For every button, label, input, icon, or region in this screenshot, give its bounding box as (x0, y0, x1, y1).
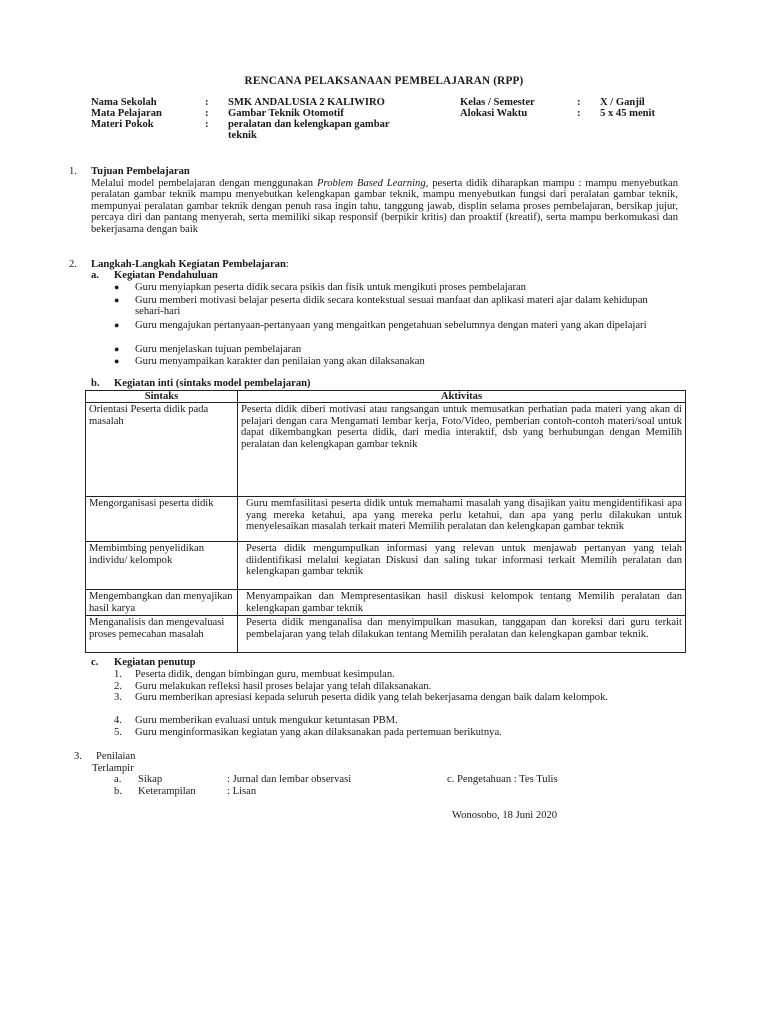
materi-pokok-value-line1: peralatan dan kelengkapan gambar (228, 119, 390, 130)
table-header-sintaks: Sintaks (86, 391, 238, 403)
signature-place-date: Wonosobo, 18 Juni 2020 (452, 810, 558, 821)
section-heading-tujuan: Tujuan Pembelajaran (91, 166, 190, 177)
kelas-label: Kelas / Semester (460, 97, 535, 108)
nama-sekolah-label: Nama Sekolah (91, 97, 157, 108)
bullet-icon: ● (114, 356, 120, 366)
colon: : (285, 259, 289, 270)
bullet-icon: ● (114, 320, 120, 330)
langkah-heading-text: Langkah-Langkah Kegiatan Pembelajaran (91, 259, 286, 270)
colon: : (205, 119, 209, 130)
bullet-icon: ● (114, 282, 120, 292)
list-item: Guru menginformasikan kegiatan yang akan dilaksanakan pada pertemuan berikutnya. (135, 727, 502, 738)
sub-number: c. (91, 657, 99, 668)
subheading-kegiatan-inti: Kegiatan inti (sintaks model pembelajaran) (114, 378, 311, 389)
sintaks-cell: Orientasi Peserta didik pada masalah (86, 403, 238, 497)
mata-pelajaran-value: Gambar Teknik Otomotif (228, 108, 344, 119)
table-row (86, 403, 686, 497)
nama-sekolah-value: SMK ANDALUSIA 2 KALIWIRO (228, 97, 385, 108)
sintaks-cell: Menganalisis dan mengevaluasi proses pemecahan masalah (86, 616, 238, 653)
penilaian-terlampir: Terlampir (92, 763, 134, 774)
kelas-value: X / Ganjil (600, 97, 645, 108)
penilaian-keterampilan-label: Keterampilan (138, 786, 196, 797)
alokasi-label: Alokasi Waktu (460, 108, 528, 119)
list-item: Guru memberi motivasi belajar peserta didik secara kontekstual sesuai manfaat dan aplikasi materi ajar dalam kehidupan sehari-hari (135, 295, 648, 318)
list-item: Guru memberikan evaluasi untuk mengukur ketuntasan PBM. (135, 715, 398, 726)
sintaks-cell: Mengorganisasi peserta didik (86, 497, 238, 542)
tujuan-text-emphasis: Problem Based Learning (317, 178, 426, 189)
colon: : (205, 108, 209, 119)
bullet-icon: ● (114, 344, 120, 354)
subheading-pendahuluan: Kegiatan Pendahuluan (114, 270, 218, 281)
tujuan-text-start: Melalui model pembelajaran dengan menggunakan (91, 178, 318, 189)
list-number: 5. (114, 727, 122, 738)
list-item: Guru menyiapkan peserta didik secara psikis dan fisik untuk mengikuti proses pembelajaran (135, 282, 526, 293)
section-number: 1. (69, 166, 77, 177)
section-heading-langkah (91, 259, 289, 270)
section-number: 2. (69, 259, 77, 270)
sub-number: a. (91, 270, 99, 281)
tujuan-text-rest: , peserta didik diharapkan mampu : mampu menyebutkan peralatan gambar teknik mampu menyebutkan kelengkapan gambar teknik, mampu menyebutkan fungsi dari peralatan gambar teknik, mempunyai peralatan gambar teknik dengan penuh rasa ingin tahu, tanggung jawab, displin selama proses pembelajaran, bersikap jujur, percaya diri dan pantang menyerah, serta memiliki sikap responsif (berpikir kritis) dan proaktif (kreatif), serta mampu berkomukasi dan bekerjasama dengan baik (91, 178, 679, 235)
list-item: Guru memberikan apresiasi kepada seluruh peserta didik yang telah bekerjasama dengan baik dalam kelompok. (135, 692, 609, 703)
list-item: Peserta didik, dengan bimbingan guru, membuat kesimpulan. (135, 669, 395, 680)
materi-pokok-value-line2: teknik (228, 130, 257, 141)
alokasi-value: 5 x 45 menit (600, 108, 656, 119)
table-row (86, 590, 686, 616)
colon: : (205, 97, 209, 108)
penilaian-sikap-value: : Jurnal dan lembar observasi (227, 774, 352, 785)
list-item: Guru menjelaskan tujuan pembelajaran (135, 344, 302, 355)
sub-number: b. (114, 786, 122, 797)
section-number: 3. (74, 751, 82, 762)
sintaks-cell: Mengembangkan dan menyajikan hasil karya (86, 590, 238, 616)
sub-number: b. (91, 378, 100, 389)
table-header-row (86, 391, 686, 403)
bullet-icon: ● (114, 295, 120, 305)
penilaian-sikap-label: Sikap (138, 774, 163, 785)
sintaks-cell: Membimbing penyelidikan individu/ kelompok (86, 542, 238, 590)
table-row (86, 497, 686, 542)
table-row (86, 542, 686, 590)
list-item: Guru melakukan refleksi hasil proses belajar yang telah dilaksanakan. (135, 681, 432, 692)
penilaian-keterampilan-value: : Lisan (227, 786, 257, 797)
page-title: RENCANA PELAKSANAAN PEMBELAJARAN (RPP) (244, 75, 524, 87)
aktivitas-cell: Peserta didik menganalisa dan menyimpulkan masukan, tanggapan dan koreksi dari guru terkait pembelajaran yang telah dilakukan tentang Memilih peralatan dan kelengkapan gambar teknik. (238, 616, 686, 653)
list-number: 2. (114, 681, 122, 692)
penilaian-pengetahuan: c. Pengetahuan : Tes Tulis (447, 774, 558, 785)
colon: : (577, 97, 581, 108)
aktivitas-cell: Guru memfasilitasi peserta didik untuk memahami masalah yang disajikan yaitu mengidentifikasi apa yang mereka ketahui, apa yang mereka perlu ketahui, dan apa yang perlu dilakukan untuk menyelesaikan masalah terkait materi Memilih peralatan dan kelengkapan gambar teknik (238, 497, 686, 542)
aktivitas-cell: Peserta didik mengumpulkan informasi yang relevan untuk menjawab pertanyan yang telah diidentifikasi melalui kegiatan Diskusi dan saling tukar informasi terkait Memilih peralatan dan kelengkapan gambar teknik (238, 542, 686, 590)
kegiatan-inti-table (85, 390, 686, 653)
list-item: Guru menyampaikan karakter dan penilaian yang akan dilaksanakan (135, 356, 425, 367)
colon: : (577, 108, 581, 119)
section-heading-penilaian: Penilaian (96, 751, 136, 762)
table-row (86, 616, 686, 653)
list-number: 4. (114, 715, 122, 726)
materi-pokok-label: Materi Pokok (91, 119, 154, 130)
list-number: 1. (114, 669, 122, 680)
aktivitas-cell: Menyampaikan dan Mempresentasikan hasil diskusi kelompok tentang Memilih peralatan dan kelengkapan gambar teknik (238, 590, 686, 616)
subheading-penutup: Kegiatan penutup (114, 657, 196, 668)
table-header-aktivitas: Aktivitas (238, 391, 686, 403)
list-item: Guru mengajukan pertanyaan-pertanyaan yang mengaitkan pengetahuan sebelumnya dengan materi yang akan dipelajari (135, 320, 647, 331)
tujuan-paragraph (91, 178, 678, 235)
list-number: 3. (114, 692, 122, 703)
mata-pelajaran-label: Mata Pelajaran (91, 108, 162, 119)
sub-number: a. (114, 774, 122, 785)
aktivitas-cell: Peserta didik diberi motivasi atau rangsangan untuk memusatkan perhatian pada materi yang akan di pelajari dengan cara Mengamati lembar kerja, Foto/Video, pemberian contoh-contoh materi/soal untuk dapat dikembangkan peserta didik, dari media interaktif, dsb yang berhubungan dengan Memilih peralatan dan kelengkapan gambar teknik (238, 403, 686, 497)
